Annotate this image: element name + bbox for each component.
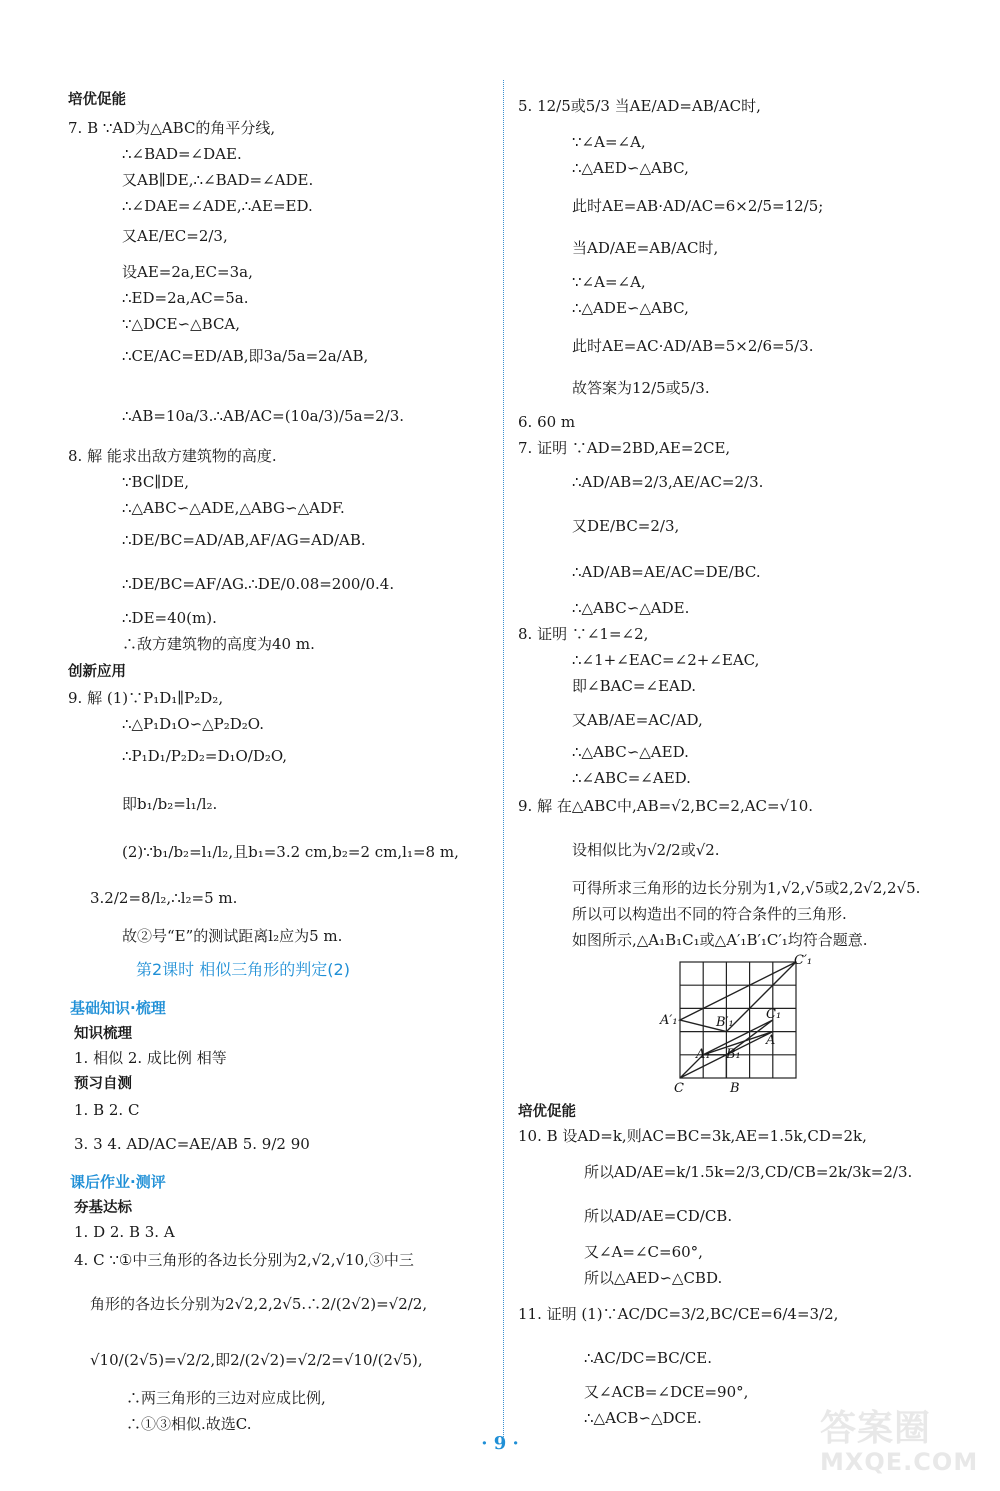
left-column-line: ∴DE/BC=AF/AG.∴DE/0.08=200/0.4.	[122, 575, 395, 593]
label-c1-prime: C′₁	[794, 953, 813, 968]
right-column-line: ∴△AED∽△ABC,	[572, 159, 689, 177]
right-column-line: 可得所求三角形的边长分别为1,√2,√5或2,2√2,2√5.	[572, 879, 921, 897]
watermark-bottom: MXQE.COM	[820, 1448, 979, 1476]
left-column-2-line: 1. 相似 2. 成比例 相等	[74, 1049, 227, 1067]
left-column-2-line: √10/(2√5)=√2/2,即2/(2√2)=√2/2=√10/(2√5),	[90, 1351, 423, 1369]
left-column-2-line: 知识梳理	[74, 1026, 132, 1042]
left-column-line: 8. 解 能求出敌方建筑物的高度.	[68, 447, 277, 465]
right-column-line: ∴AD/AB=AE/AC=DE/BC.	[572, 563, 761, 581]
right-column-line: 当AD/AE=AB/AC时,	[572, 239, 719, 257]
left-column-2-line: 课后作业·测评	[70, 1173, 166, 1191]
left-column-line: ∵△DCE∽△BCA,	[122, 315, 241, 333]
right-column-line: ∴△ACB∽△DCE.	[584, 1409, 702, 1427]
right-column-line: ∴AC/DC=BC/CE.	[584, 1349, 713, 1367]
left-column-line: ∴△ABC∽△ADE,△ABG∽△ADF.	[122, 499, 345, 517]
page-number: · 9 ·	[481, 1433, 519, 1454]
right-column-line: ∴∠1+∠EAC=∠2+∠EAC,	[572, 651, 760, 669]
left-column-2-line: 1. B 2. C	[74, 1101, 140, 1119]
right-column-line: 所以AD/AE=k/1.5k=2/3,CD/CB=2k/3k=2/3.	[584, 1163, 913, 1181]
right-column-line: 即∠BAC=∠EAD.	[572, 677, 697, 695]
left-column-line: 即b₁/b₂=l₁/l₂.	[122, 795, 218, 813]
right-column-line: ∵∠A=∠A,	[572, 273, 646, 291]
right-column-line: 所以△AED∽△CBD.	[584, 1269, 723, 1287]
label-a: A	[766, 1033, 776, 1048]
right-column-line: 6. 60 m	[518, 413, 576, 431]
right-column-line: 如图所示,△A₁B₁C₁或△A′₁B′₁C′₁均符合题意.	[572, 931, 868, 949]
right-column-line: ∴△ADE∽△ABC,	[572, 299, 689, 317]
watermark	[800, 1400, 995, 1485]
label-c: C	[674, 1081, 684, 1096]
label-b1: B₁	[726, 1047, 741, 1062]
right-column-line: 7. 证明 ∵AD=2BD,AE=2CE,	[518, 439, 731, 457]
left-column-line: (2)∵b₁/b₂=l₁/l₂,且b₁=3.2 cm,b₂=2 cm,l₁=8 m,	[122, 843, 459, 861]
left-column-line: ∴△P₁D₁O∽△P₂D₂O.	[122, 715, 264, 733]
left-column-line: ∴AB=10a/3.∴AB/AC=(10a/3)/5a=2/3.	[122, 407, 405, 425]
label-b1-prime: B′₁	[716, 1015, 734, 1030]
left-column-2-line: 1. D 2. B 3. A	[74, 1223, 175, 1241]
right-column-line: ∴△ABC∽△AED.	[572, 743, 689, 761]
right-column-line: 此时AE=AB·AD/AC=6×2/5=12/5;	[572, 197, 824, 215]
right-column-line: ∴AD/AB=2/3,AE/AC=2/3.	[572, 473, 764, 491]
lesson-title: 第2课时 相似三角形的判定(2)	[136, 960, 350, 979]
left-column-line: ∴CE/AC=ED/AB,即3a/5a=2a/AB,	[122, 347, 369, 365]
left-column-line: 创新应用	[68, 664, 126, 680]
left-column-line: 7. B ∵AD为△ABC的角平分线,	[68, 119, 276, 137]
left-column-line: 又AE/EC=2/3,	[122, 227, 228, 245]
right-column-line: 此时AE=AC·AD/AB=5×2/6=5/3.	[572, 337, 814, 355]
left-column-line: ∴DE=40(m).	[122, 609, 217, 627]
right-column-line: 培优促能	[518, 1104, 576, 1120]
left-column-2-line: ∴①③相似.故选C.	[126, 1415, 252, 1433]
left-column-line: ∴∠BAD=∠DAE.	[122, 145, 242, 163]
left-column-2-line: 夯基达标	[74, 1200, 132, 1216]
label-a1: A₁	[696, 1047, 711, 1062]
label-c1: C₁	[766, 1007, 782, 1022]
right-column-line: 8. 证明 ∵∠1=∠2,	[518, 625, 649, 643]
right-column-line: 故答案为12/5或5/3.	[572, 379, 710, 397]
right-column-line: ∴△ABC∽△ADE.	[572, 599, 690, 617]
left-column-line: ∴DE/BC=AD/AB,AF/AG=AD/AB.	[122, 531, 366, 549]
right-column-line: 又∠A=∠C=60°,	[584, 1243, 703, 1261]
right-column-line: 5. 12/5或5/3 当AE/AD=AB/AC时,	[518, 97, 761, 115]
left-column-line: ∴P₁D₁/P₂D₂=D₁O/D₂O,	[122, 747, 288, 765]
right-column-line: 10. B 设AD=k,则AC=BC=3k,AE=1.5k,CD=2k,	[518, 1127, 867, 1145]
column-divider	[503, 80, 504, 1445]
left-column-2-line: 3. 3 4. AD/AC=AE/AB 5. 9/2 90	[74, 1135, 310, 1153]
right-column-line: 所以可以构造出不同的符合条件的三角形.	[572, 905, 847, 923]
left-column-line: 设AE=2a,EC=3a,	[122, 263, 253, 281]
right-column-line: 设相似比为√2/2或√2.	[572, 841, 720, 859]
left-column-line: 故②号“E”的测试距离l₂应为5 m.	[122, 927, 343, 945]
right-column-line: 所以AD/AE=CD/CB.	[584, 1207, 733, 1225]
right-column-line: ∴∠ABC=∠AED.	[572, 769, 691, 787]
left-column-2-line: 角形的各边长分别为2√2,2,2√5.∴2/(2√2)=√2/2,	[90, 1295, 428, 1313]
grid-figure	[656, 952, 813, 1096]
left-column-line: 3.2/2=8/l₂,∴l₂=5 m.	[90, 889, 238, 907]
right-column-line: 又∠ACB=∠DCE=90°,	[584, 1383, 749, 1401]
right-column-line: 11. 证明 (1)∵AC/DC=3/2,BC/CE=6/4=3/2,	[518, 1305, 839, 1323]
right-column-line: 又AB/AE=AC/AD,	[572, 711, 703, 729]
left-column-line: 9. 解 (1)∵P₁D₁∥P₂D₂,	[68, 689, 224, 707]
left-column-2-line: ∴两三角形的三边对应成比例,	[126, 1389, 326, 1407]
right-column-line: 9. 解 在△ABC中,AB=√2,BC=2,AC=√10.	[518, 797, 814, 815]
left-column-2-line: 预习自测	[74, 1076, 132, 1092]
left-column-2-line: 4. C ∵①中三角形的各边长分别为2,√2,√10,③中三	[74, 1251, 414, 1269]
label-b: B	[730, 1081, 740, 1096]
left-column-line: 培优促能	[68, 92, 126, 108]
watermark-top: 答案圈	[820, 1408, 932, 1449]
left-column-line: ∴∠DAE=∠ADE,∴AE=ED.	[122, 197, 313, 215]
left-column-line: 又AB∥DE,∴∠BAD=∠ADE.	[122, 171, 314, 189]
left-column-2-line: 基础知识·梳理	[70, 999, 166, 1017]
left-column-line: ∵BC∥DE,	[122, 473, 189, 491]
label-a1-prime: A′₁	[660, 1013, 678, 1028]
right-column-line: 又DE/BC=2/3,	[572, 517, 680, 535]
left-column-line: ∴ED=2a,AC=5a.	[122, 289, 249, 307]
left-column-line: ∴敌方建筑物的高度为40 m.	[122, 635, 315, 653]
right-column-line: ∵∠A=∠A,	[572, 133, 646, 151]
